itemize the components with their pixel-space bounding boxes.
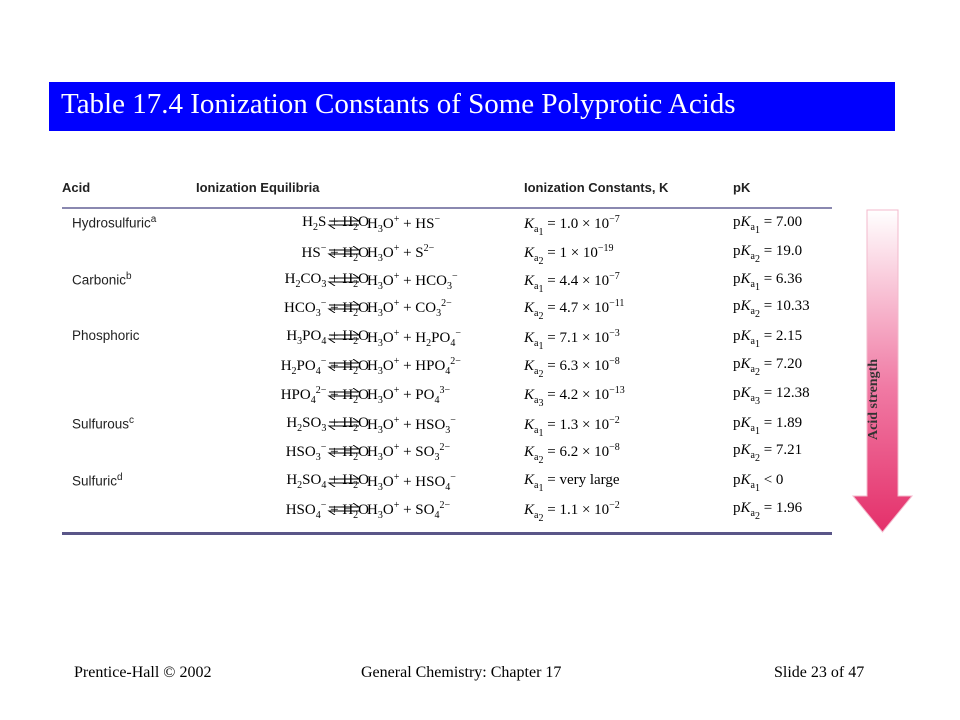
product: $H_3O^+ + HS^-$ (367, 214, 441, 235)
pka-value: $pK_{a_2} = 1.96$ (733, 500, 803, 522)
reactant: $H_2PO_4^- + H_2O$ (280, 356, 369, 377)
pka-value: $pK_{a_2} = 7.21$ (733, 442, 803, 464)
reactant: $HS^- + H_2O$ (301, 243, 369, 264)
table-row (62, 415, 832, 439)
table-top-rule (62, 207, 832, 209)
ka-value: $K_{a_2} = 4.7 \times 10^{-11}$ (524, 298, 625, 322)
reactant: $H_3PO_4 + H_2O$ (286, 328, 369, 347)
reactant: $H_2SO_4 + H_2O$ (286, 472, 369, 491)
acid-name: Phosphoric (72, 328, 140, 343)
equilibrium-arrow-icon (327, 475, 361, 487)
product: $H_3O^+ + CO_3^{2-}$ (367, 298, 452, 319)
pka-value: $pK_{a_3} = 12.38$ (733, 385, 810, 407)
reactant: $H_2SO_3 + H_2O$ (286, 415, 369, 434)
ka-value: $K_{a_2} = 6.3 \times 10^{-8}$ (524, 356, 620, 380)
equilibrium-arrow-icon (327, 388, 361, 400)
equilibrium-arrow-icon (327, 418, 361, 430)
equilibrium-arrow-icon (327, 359, 361, 371)
pka-value: $pK_{a_1} = 6.36$ (733, 271, 803, 293)
footer-chapter: General Chemistry: Chapter 17 (361, 664, 562, 681)
table-row (62, 356, 832, 380)
ka-value: $K_{a_2} = 6.2 \times 10^{-8}$ (524, 442, 620, 466)
equilibrium-arrow-icon (327, 331, 361, 343)
pka-value: $pK_{a_1} = 7.00$ (733, 214, 803, 236)
header-equilibria: Ionization Equilibria (196, 180, 320, 195)
ka-value: $K_{a_1}$ = very large (524, 472, 620, 494)
table-row (62, 442, 832, 466)
product: $H_3O^+ + H_2PO_4^-$ (367, 328, 461, 349)
product: $H_3O^+ + S^{2-}$ (367, 243, 435, 264)
ka-value: $K_{a_3} = 4.2 \times 10^{-13}$ (524, 385, 625, 409)
table-row (62, 500, 832, 524)
ka-value: $K_{a_1} = 1.0 \times 10^{-7}$ (524, 214, 620, 238)
pka-value: $pK_{a_1} = 2.15$ (733, 328, 803, 350)
acid-name: Sulfuric$^d$ (72, 472, 123, 489)
slide-title: Table 17.4 Ionization Constants of Some Polyprotic Acids (61, 88, 736, 120)
pka-value: $pK_{a_2} = 10.33$ (733, 298, 810, 320)
pka-value: $pK_{a_1} = 1.89$ (733, 415, 803, 437)
acid-name: Carbonic$^b$ (72, 271, 132, 288)
equilibrium-arrow-icon (327, 274, 361, 286)
product: $H_3O^+ + HPO_4^{2-}$ (367, 356, 461, 377)
product: $H_3O^+ + PO_4^{3-}$ (367, 385, 451, 406)
product: $H_3O^+ + HSO_4^-$ (367, 472, 456, 493)
table-row (62, 298, 832, 322)
table-bottom-rule (62, 532, 832, 535)
acid-name: Sulfurous$^c$ (72, 415, 135, 432)
reactant: $H_2CO_3 + H_2O$ (284, 271, 369, 290)
table-row (62, 214, 832, 238)
ka-value: $K_{a_2} = 1.1 \times 10^{-2}$ (524, 500, 620, 524)
ka-value: $K_{a_1} = 7.1 \times 10^{-3}$ (524, 328, 620, 352)
ka-value: $K_{a_1} = 4.4 \times 10^{-7}$ (524, 271, 620, 295)
reactant: $HPO_4^{2-} + H_2O$ (280, 385, 369, 406)
pka-value: $pK_{a_2} = 7.20$ (733, 356, 803, 378)
equilibrium-arrow-icon (327, 301, 361, 313)
equilibrium-arrow-icon (327, 503, 361, 515)
footer-publisher: Prentice-Hall © 2002 (74, 664, 212, 681)
reactant: $HCO_3^- + H_2O$ (284, 298, 369, 319)
table-row (62, 472, 832, 496)
table-row (62, 328, 832, 352)
pka-value: $pK_{a_2} = 19.0$ (733, 243, 803, 265)
equilibrium-arrow-icon (327, 246, 361, 258)
table-row (62, 271, 832, 295)
acid-strength-arrow-icon (851, 208, 914, 534)
header-constants: Ionization Constants, K (524, 180, 669, 195)
ka-value: $K_{a_2} = 1 \times 10^{-19}$ (524, 243, 614, 267)
equilibrium-arrow-icon (327, 217, 361, 229)
acid-strength-label: Acid strength (866, 358, 881, 440)
equilibrium-arrow-icon (327, 445, 361, 457)
reactant: $HSO_3^- + H_2O$ (285, 442, 369, 463)
reactant: $HSO_4^- + H_2O$ (285, 500, 369, 521)
product: $H_3O^+ + SO_3^{2-}$ (367, 442, 451, 463)
table-row (62, 385, 832, 409)
header-acid: Acid (62, 180, 91, 195)
pka-value: $pK_{a_1} < 0$ (733, 472, 784, 494)
product: $H_3O^+ + HSO_3^-$ (367, 415, 456, 436)
acid-name: Hydrosulfuric$^a$ (72, 214, 157, 231)
title-bar (49, 82, 895, 131)
table-row (62, 243, 832, 267)
ka-value: $K_{a_1} = 1.3 \times 10^{-2}$ (524, 415, 620, 439)
ionization-table (62, 172, 832, 538)
product: $H_3O^+ + SO_4^{2-}$ (367, 500, 451, 521)
product: $H_3O^+ + HCO_3^-$ (367, 271, 458, 292)
header-pk: pK (733, 180, 751, 195)
footer-slide-number: Slide 23 of 47 (774, 664, 865, 681)
reactant: $H_2S + H_2O$ (302, 214, 369, 233)
